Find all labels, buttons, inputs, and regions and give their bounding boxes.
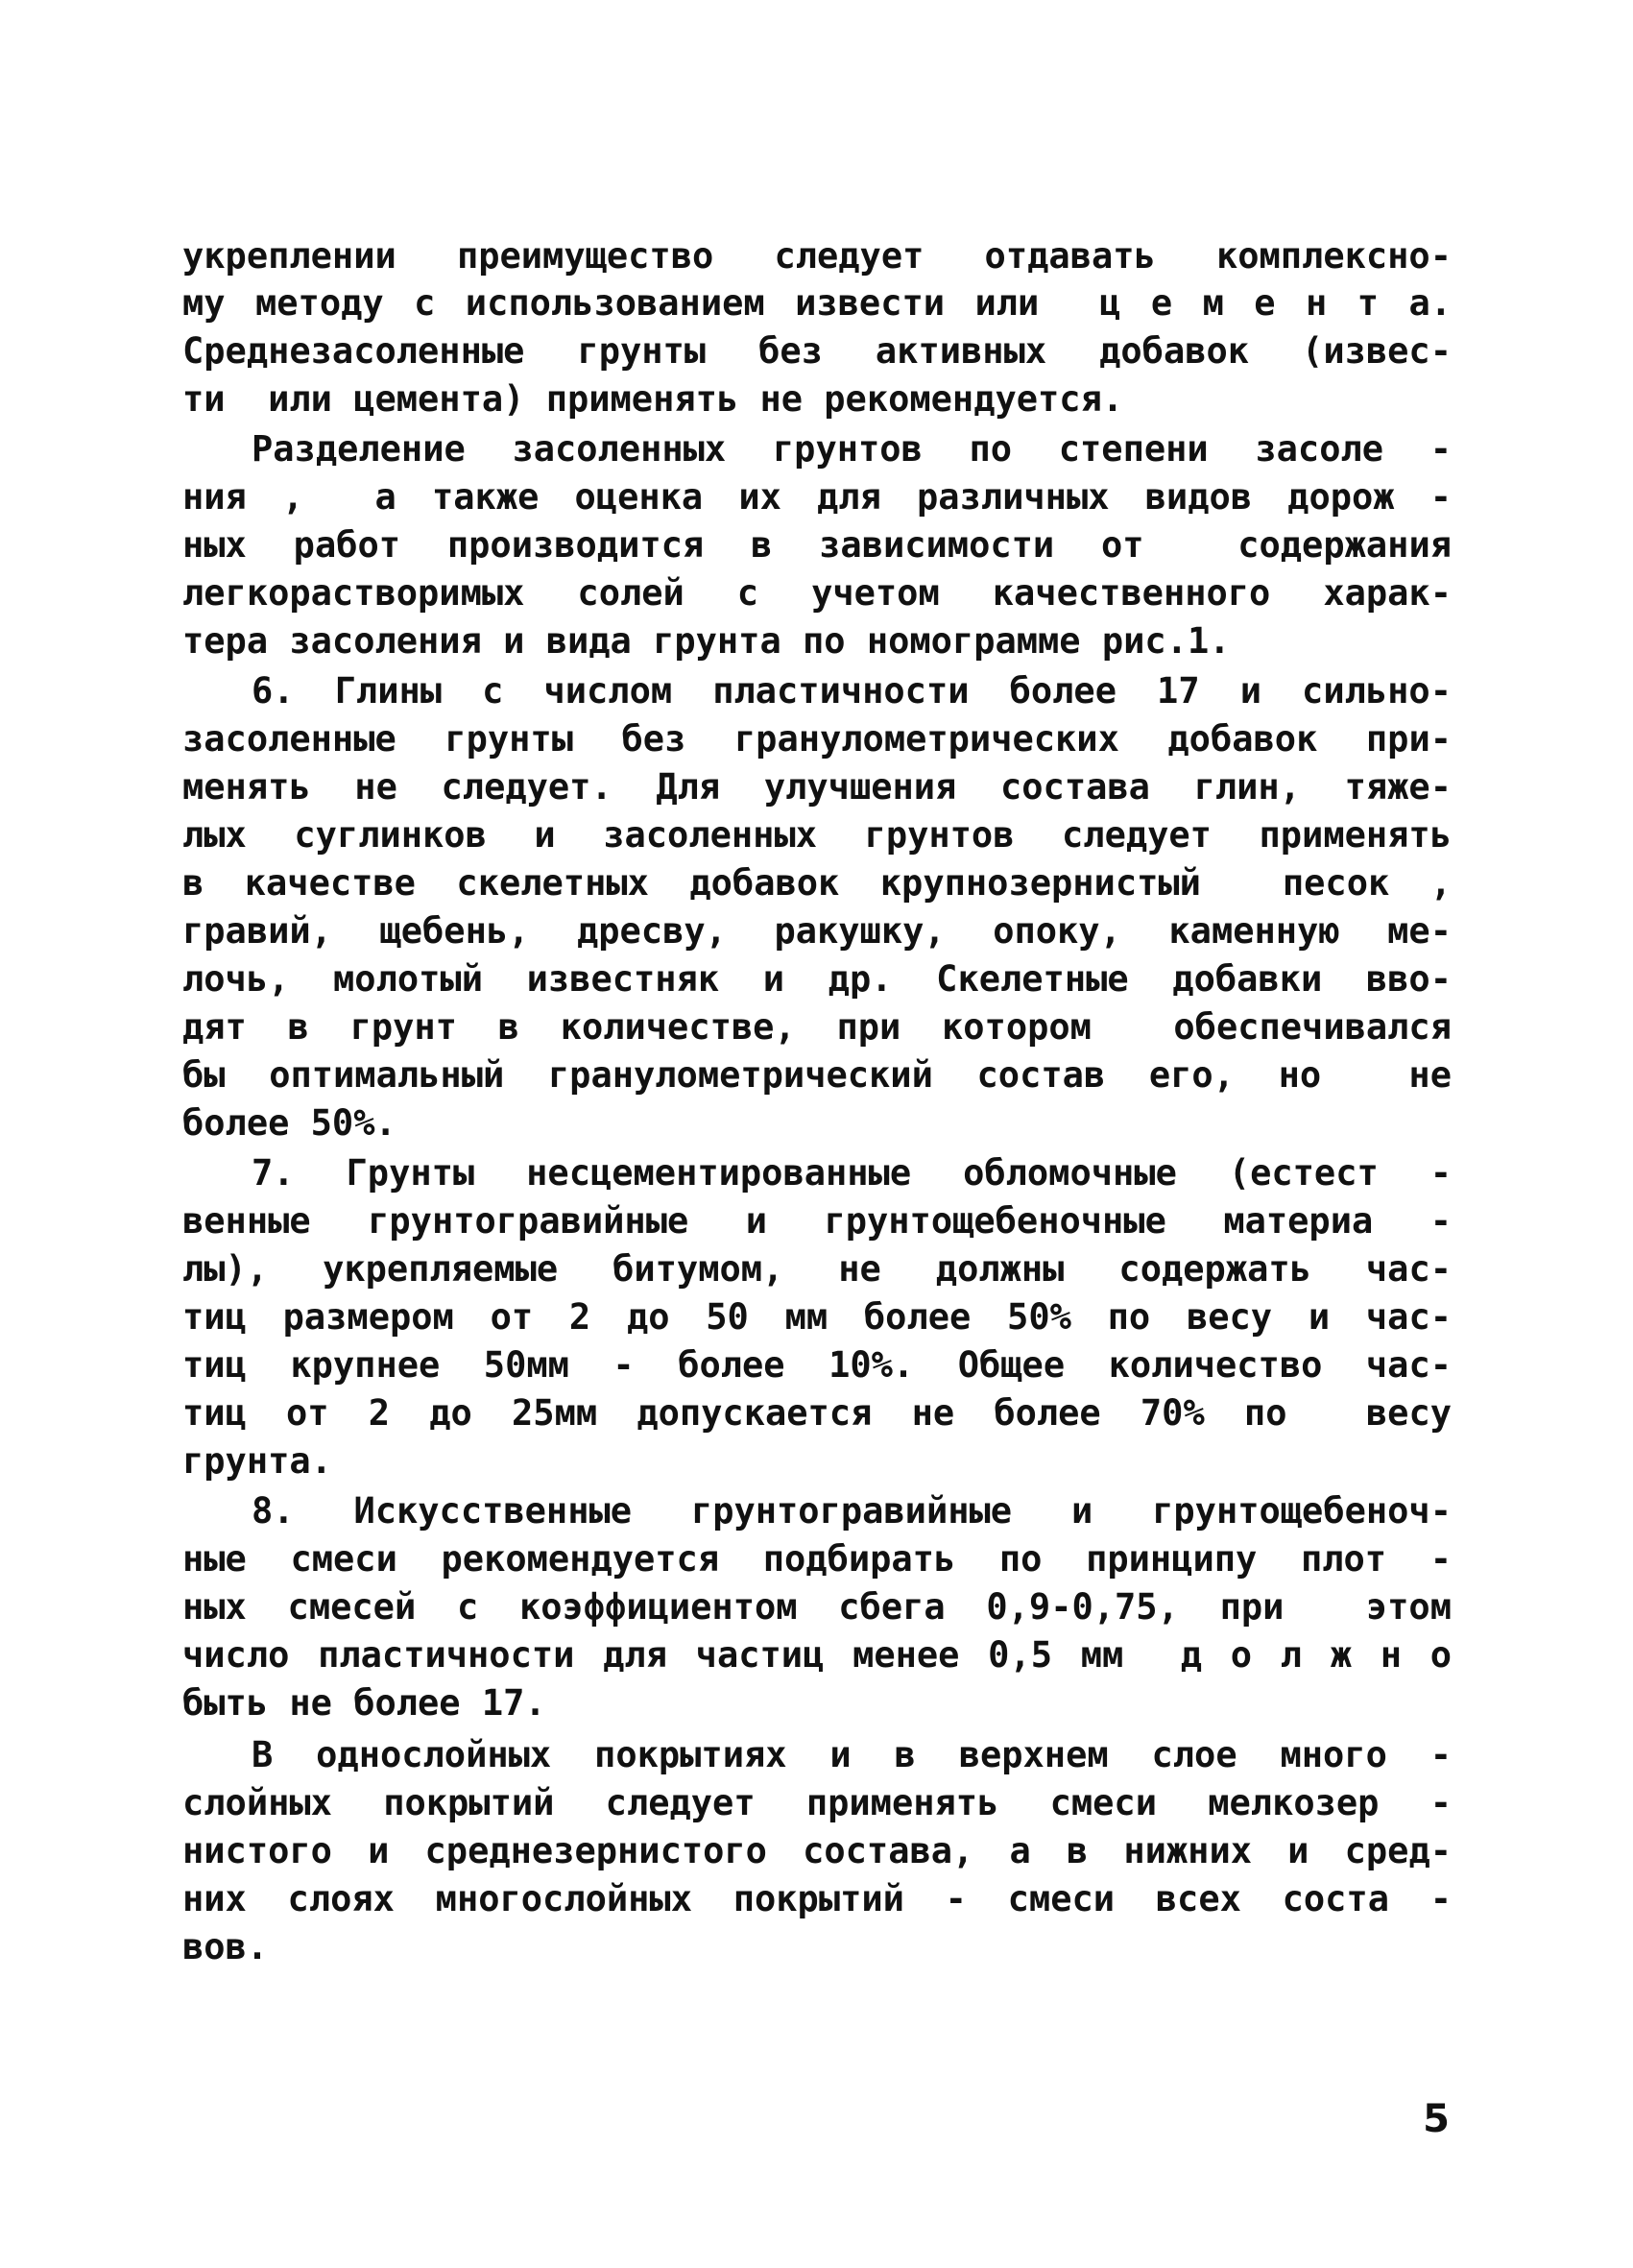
text-line: 7. Грунты несцементированные обломочные (естест - [252, 1152, 1452, 1194]
text-line: укреплении преимущество следует отдавать комплексно- [182, 235, 1452, 277]
text-line: венные грунтогравийные и грунтощебеночные материа - [182, 1200, 1452, 1242]
text-line: ти или цемента) применять не рекомендуется. [182, 378, 1124, 420]
text-line: гравий, щебень, дресву, ракушку, опоку, каменную ме- [182, 910, 1452, 952]
text-line: Среднезасоленные грунты без активных добавок (извес- [182, 330, 1452, 372]
text-line: ных работ производится в зависимости от содержания [182, 524, 1452, 566]
text-line: лочь, молотый известняк и др. Скелетные добавки вво- [182, 958, 1452, 1000]
text-line: ные смеси рекомендуется подбирать по принципу плот - [182, 1538, 1452, 1580]
text-line: засоленные грунты без гранулометрических добавок при- [182, 718, 1452, 760]
text-line: Разделение засоленных грунтов по степени засоле - [252, 428, 1452, 470]
text-line: легкорастворимых солей с учетом качественного харак- [182, 572, 1452, 614]
text-line: более 50%. [182, 1102, 396, 1144]
text-line: лы), укрепляемые битумом, не должны содержать час- [182, 1248, 1452, 1290]
text-line: быть не более 17. [182, 1682, 546, 1724]
text-line: В однослойных покрытиях и в верхнем слое много - [252, 1734, 1452, 1775]
text-line: тера засоления и вида грунта по номограмме рис.1. [182, 620, 1231, 662]
text-line: нистого и среднезернистого состава, а в нижних и сред- [182, 1830, 1452, 1871]
text-line: лых суглинков и засоленных грунтов следует применять [182, 814, 1452, 856]
text-line: менять не следует. Для улучшения состава глин, тяже- [182, 766, 1452, 808]
text-line: 8. Искусственные грунтогравийные и грунтощебеноч- [252, 1490, 1452, 1532]
text-line: ных смесей с коэффициентом сбега 0,9-0,75, при этом [182, 1586, 1452, 1628]
text-line: тиц размером от 2 до 50 мм более 50% по весу и час- [182, 1296, 1452, 1338]
text-line: в качестве скелетных добавок крупнозернистый песок , [182, 862, 1452, 904]
text-line: ния , а также оценка их для различных видов дорож - [182, 476, 1452, 518]
text-line: тиц от 2 до 25мм допускается не более 70% по весу [182, 1392, 1452, 1434]
text-line: 6. Глины с числом пластичности более 17 и сильно- [252, 670, 1452, 712]
text-line: число пластичности для частиц менее 0,5 мм д о л ж н о [182, 1634, 1452, 1676]
text-line: тиц крупнее 50мм - более 10%. Общее количество час- [182, 1344, 1452, 1386]
text-line: слойных покрытий следует применять смеси мелкозер - [182, 1782, 1452, 1823]
text-line: му методу с использованием извести или ц е м е н т а. [182, 282, 1452, 324]
text-line: грунта. [182, 1440, 332, 1482]
text-line: вов. [182, 1926, 269, 1967]
text-line: них слоях многослойных покрытий - смеси всех соста - [182, 1878, 1452, 1919]
page-number: 5 [1423, 2097, 1450, 2141]
text-line: дят в грунт в количестве, при котором обеспечивался [182, 1006, 1452, 1048]
text-line: бы оптимальный гранулометрический состав его, но не [182, 1054, 1452, 1096]
